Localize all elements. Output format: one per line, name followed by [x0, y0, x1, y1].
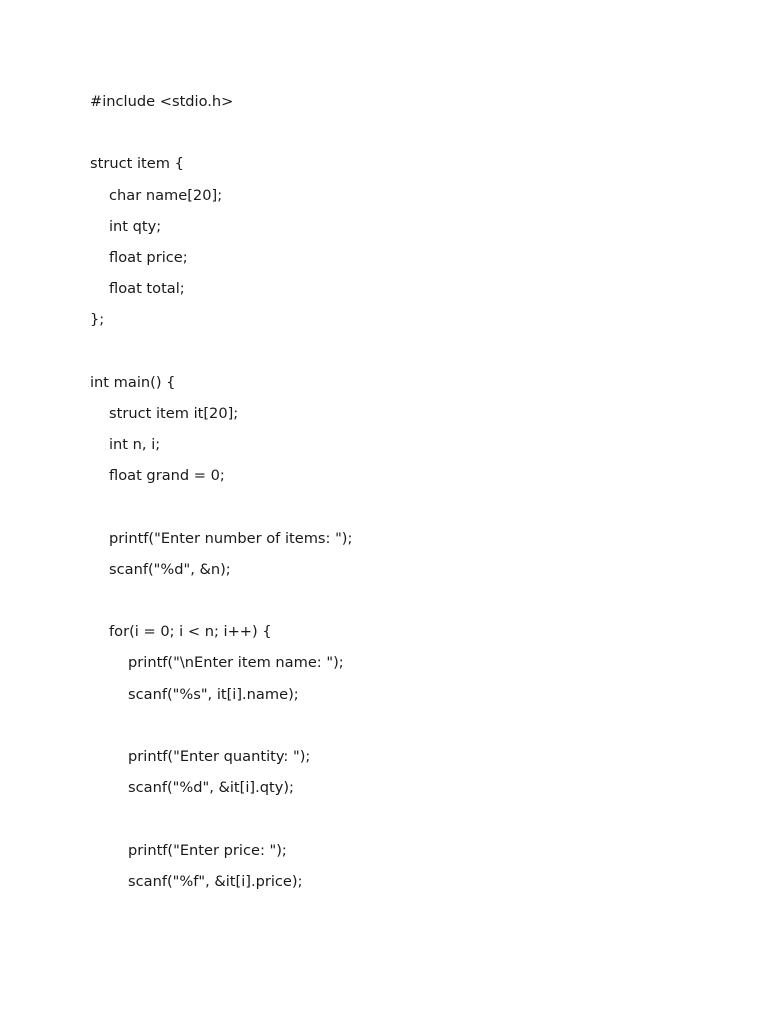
code-line: struct item it[20];	[109, 404, 239, 422]
code-line: float price;	[109, 248, 188, 266]
code-line: float grand = 0;	[109, 467, 225, 485]
code-line: char name[20];	[109, 186, 223, 204]
code-line: printf("Enter quantity: ");	[128, 747, 311, 765]
code-line	[90, 491, 352, 522]
code-line: };	[90, 311, 105, 329]
code-line: struct item {	[90, 155, 184, 173]
code-line	[90, 710, 352, 741]
code-line: printf("\nEnter item name: ");	[128, 654, 344, 672]
code-line: int qty;	[109, 217, 162, 235]
code-line: scanf("%d", &n);	[109, 560, 231, 578]
code-block	[90, 86, 352, 897]
code-line	[90, 803, 352, 834]
code-line: scanf("%d", &it[i].qty);	[128, 779, 294, 797]
code-line: for(i = 0; i < n; i++) {	[109, 623, 272, 641]
code-line: int main() {	[90, 373, 176, 391]
code-line: float total;	[109, 280, 185, 298]
code-line: printf("Enter number of items: ");	[109, 529, 353, 547]
code-line: printf("Enter price: ");	[128, 841, 287, 859]
code-line	[90, 585, 352, 616]
code-line: scanf("%f", &it[i].price);	[128, 872, 303, 890]
code-line: int n, i;	[109, 436, 161, 454]
code-line: scanf("%s", it[i].name);	[128, 685, 299, 703]
code-line: #include <stdio.h>	[90, 93, 234, 110]
code-line	[90, 336, 352, 367]
code-line	[90, 117, 352, 148]
